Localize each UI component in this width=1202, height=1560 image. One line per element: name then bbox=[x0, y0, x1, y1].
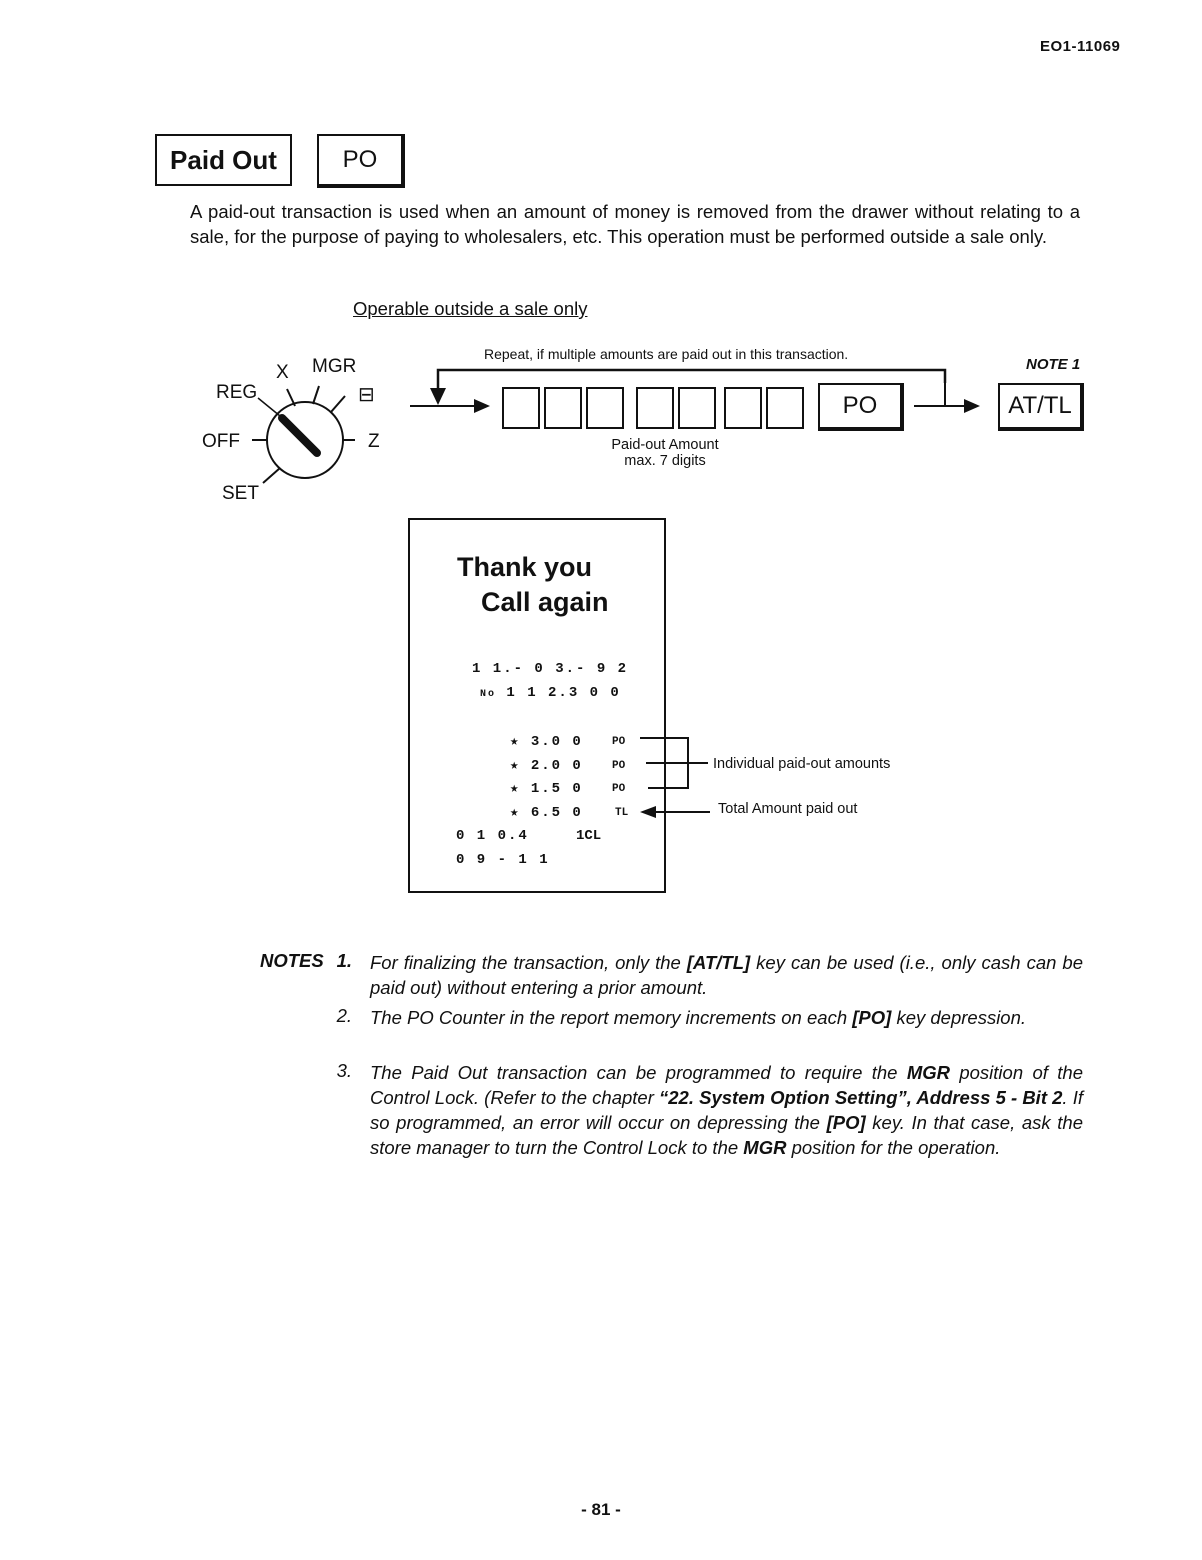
note-3-text-e: position for the operation. bbox=[786, 1137, 1001, 1158]
receipt-line-code: PO bbox=[612, 760, 626, 772]
receipt-date: 1 1.- 0 3.- 9 2 bbox=[472, 661, 629, 677]
po-key: PO bbox=[818, 383, 904, 431]
note-3-chapter: “22. System Option Setting”, Address 5 - Bit 2 bbox=[659, 1087, 1063, 1108]
receipt-greeting-1: Thank you bbox=[457, 552, 593, 582]
lock-position-reg: REG bbox=[216, 382, 258, 403]
lock-position-off: OFF bbox=[202, 431, 240, 452]
individual-amounts-label: Individual paid-out amounts bbox=[713, 756, 891, 772]
note-2-text bbox=[370, 1005, 1083, 1030]
note-3-number: 3. bbox=[336, 1060, 352, 1081]
amount-caption-line-1: Paid-out Amount bbox=[611, 437, 719, 453]
operable-note: Operable outside a sale only bbox=[353, 298, 588, 319]
note-2-text-b: key depression. bbox=[891, 1007, 1027, 1028]
note-3-key: [PO] bbox=[826, 1112, 866, 1133]
amount-caption-line-2: max. 7 digits bbox=[624, 453, 706, 469]
total-amount-label: Total Amount paid out bbox=[718, 801, 858, 817]
at-tl-key: AT/TL bbox=[998, 383, 1084, 431]
note-2-number: 2. bbox=[336, 1005, 352, 1026]
note-2-text-a: The PO Counter in the report memory increments on each bbox=[370, 1007, 853, 1028]
intro-paragraph: A paid-out transaction is used when an amount of money is removed from the drawer without relating to a sale, for the purpose of paying to wholesalers, etc. This operation must be performed outside a sale only. bbox=[190, 201, 1080, 247]
lock-position-set: SET bbox=[222, 483, 259, 504]
note-1-text-a: For finalizing the transaction, only the bbox=[370, 952, 687, 973]
receipt-line-code: TL bbox=[615, 807, 629, 819]
section-title: Paid Out bbox=[155, 134, 292, 186]
lock-position-mgr: MGR bbox=[312, 356, 357, 377]
lock-position-x: X bbox=[276, 362, 289, 383]
lock-position-minus-icon: ⊟ bbox=[358, 384, 375, 406]
receipt-footer-left: 0 1 0.4 bbox=[456, 828, 529, 844]
note-1-text bbox=[370, 950, 1083, 1000]
receipt-line-amount: ★ 3.0 0 bbox=[510, 734, 583, 750]
notes-heading: NOTES bbox=[260, 950, 324, 971]
note-1-text-b: key can be used (i.e., only cash can be paid out) without entering a prior amount. bbox=[370, 952, 1083, 998]
receipt-line-amount: ★ 6.5 0 bbox=[510, 805, 583, 821]
receipt-line-code: PO bbox=[612, 783, 626, 795]
receipt-line-amount: ★ 1.5 0 bbox=[510, 781, 583, 797]
note-3-text-d: key. In that case, ask the store manager to turn the Control Lock to the bbox=[370, 1112, 1083, 1158]
note-3-mgr-2: MGR bbox=[743, 1137, 787, 1158]
note-1-reference: NOTE 1 bbox=[1026, 356, 1081, 373]
note-1-key: [AT/TL] bbox=[686, 952, 751, 973]
note-3-text bbox=[370, 1060, 1083, 1160]
receipt-line-code: PO bbox=[612, 736, 626, 748]
note-3-text-a: The Paid Out transaction can be programmed to require the bbox=[370, 1062, 907, 1083]
receipt-number-prefix: No bbox=[480, 689, 497, 700]
po-key-title: PO bbox=[317, 134, 405, 188]
note-3-text-b: position of the Control Lock. (Refer to the chapter bbox=[370, 1062, 1083, 1108]
repeat-note: Repeat, if multiple amounts are paid out in this transaction. bbox=[484, 346, 849, 362]
receipt-footer-2: 0 9 - 1 1 bbox=[456, 852, 550, 868]
note-1-number: 1. bbox=[336, 950, 352, 971]
receipt-greeting-2: Call again bbox=[481, 587, 609, 617]
receipt-line-amount: ★ 2.0 0 bbox=[510, 758, 583, 774]
lock-position-z: Z bbox=[368, 431, 380, 452]
receipt-number-value: 1 1 2.3 0 0 bbox=[506, 685, 621, 701]
receipt-footer-right: 1CL bbox=[576, 828, 602, 844]
note-3-text-c: . If so programmed, an error will occur on depressing the bbox=[370, 1087, 1083, 1133]
note-3-mgr: MGR bbox=[906, 1062, 950, 1083]
document-id: EO1-11069 bbox=[1040, 38, 1121, 55]
note-2-key: [PO] bbox=[852, 1007, 892, 1028]
page-number: - 81 - bbox=[581, 1500, 621, 1519]
